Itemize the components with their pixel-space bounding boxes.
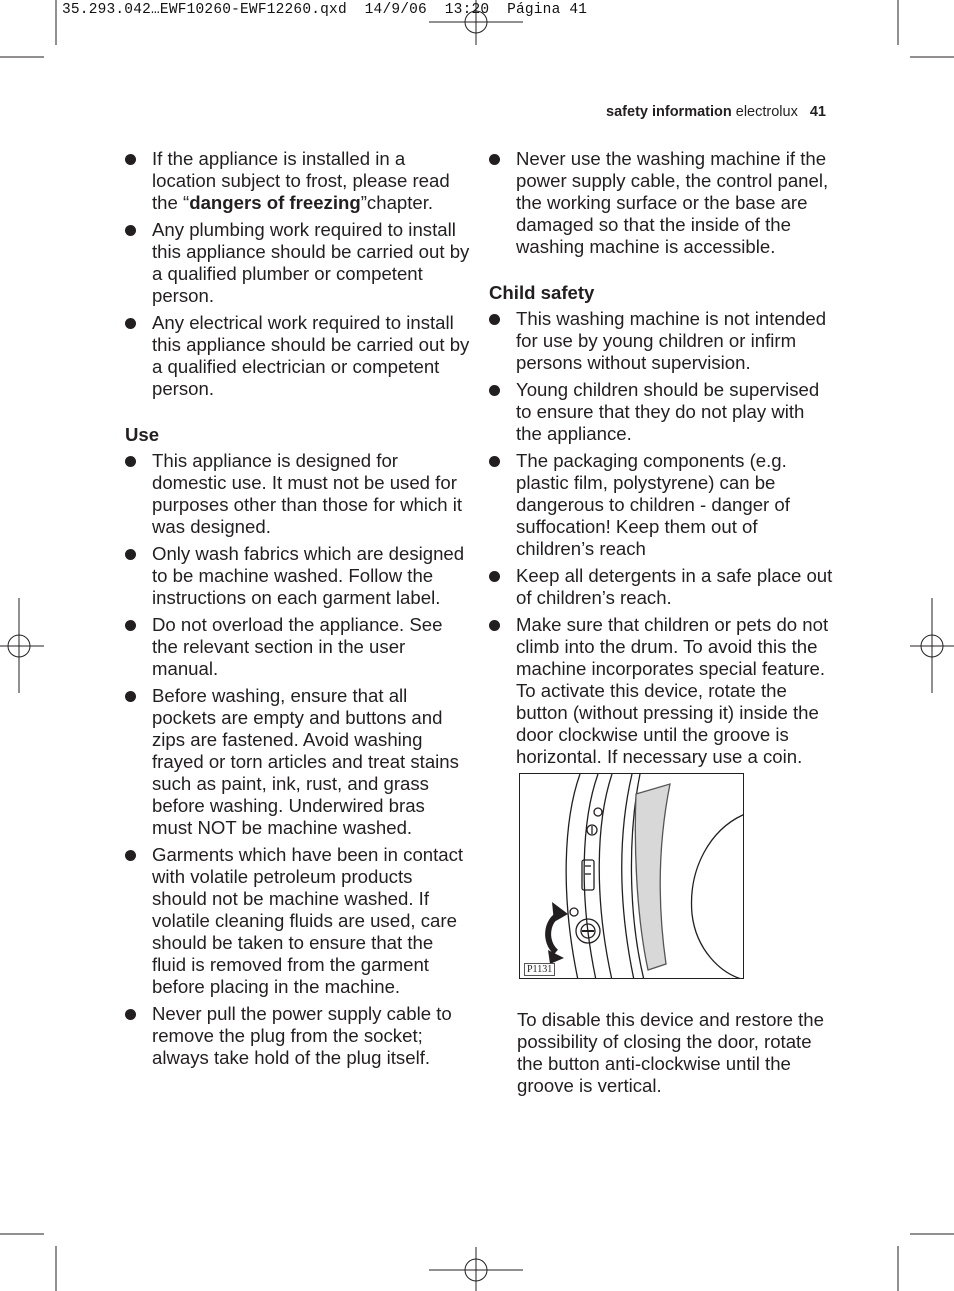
list-item: Any electrical work required to install this appliance should be carried out by a qualified electrician or competent person. [125, 312, 470, 400]
figure-label: P1131 [524, 963, 555, 976]
section-title: safety information [606, 104, 732, 120]
child-safety-heading: Child safety [489, 281, 595, 303]
left-column [125, 148, 470, 1074]
list-item: Before washing, ensure that all pockets are empty and buttons and zips are fastened. Avoid washing frayed or torn articles and treat stains such as paint, ink, rust, and grass before washing. Underwired bras must NOT be machine washed. [125, 685, 470, 838]
door-child-lock-illustration [519, 773, 744, 979]
use-list [125, 450, 470, 1068]
page-number: 41 [809, 104, 826, 120]
printer-slug: 35.293.042…EWF10260-EWF12260.qxd 14/9/06 13:20 Página 41 [62, 2, 588, 18]
list-item [125, 148, 470, 214]
use-heading: Use [125, 423, 160, 445]
brand-name: electrolux [735, 104, 798, 120]
dangers-of-freezing-reference: dangers of freezing [189, 191, 361, 213]
list-item: Never use the washing machine if the power supply cable, the control panel, the working surface or the base are damaged so that the inside of the washing machine is accessible. [489, 148, 834, 258]
list-item: Garments which have been in contact with volatile petroleum products should not be machine washed. If volatile cleaning fluids are used, care should be taken to ensure that the fluid is removed from the garment before placing in the machine. [125, 844, 470, 997]
intro-list [125, 148, 470, 400]
list-item-text: ”chapter. [360, 191, 434, 213]
list-item: Young children should be supervised to ensure that they do not play with the appliance. [489, 379, 834, 445]
child-safety-list [489, 308, 834, 767]
list-item: Only wash fabrics which are designed to be machine washed. Follow the instructions on each garment label. [125, 543, 470, 609]
list-item: Keep all detergents in a safe place out of children’s reach. [489, 565, 834, 609]
list-item: Never pull the power supply cable to remove the plug from the socket; always take hold of the plug itself. [125, 1003, 470, 1069]
running-header [606, 104, 826, 120]
intro-list [489, 148, 834, 258]
right-column [489, 148, 834, 1097]
closing-paragraph: To disable this device and restore the possibility of closing the door, rotate the button anti-clockwise until the groove is vertical. [517, 1009, 824, 1096]
list-item: This washing machine is not intended for use by young children or infirm persons without supervision. [489, 308, 834, 374]
list-item: The packaging components (e.g. plastic film, polystyrene) can be dangerous to children - danger of suffocation! Keep them out of children’s reach [489, 450, 834, 560]
door-drawing [520, 774, 744, 979]
list-item: Make sure that children or pets do not climb into the drum. To avoid this the machine incorporates special feature. To activate this device, rotate the button (without pressing it) inside the door clockwise until the groove is horizontal. If necessary use a coin. [489, 614, 834, 767]
rotate-clockwise-arrow-icon [548, 902, 568, 964]
list-item: Do not overload the appliance. See the relevant section in the user manual. [125, 614, 470, 680]
list-item: This appliance is designed for domestic use. It must not be used for purposes other than those for which it was designed. [125, 450, 470, 538]
list-item-text: If the appliance is installed in a location subject to frost, please read the “ [152, 148, 450, 213]
list-item: Any plumbing work required to install this appliance should be carried out by a qualified plumber or competent person. [125, 219, 470, 307]
